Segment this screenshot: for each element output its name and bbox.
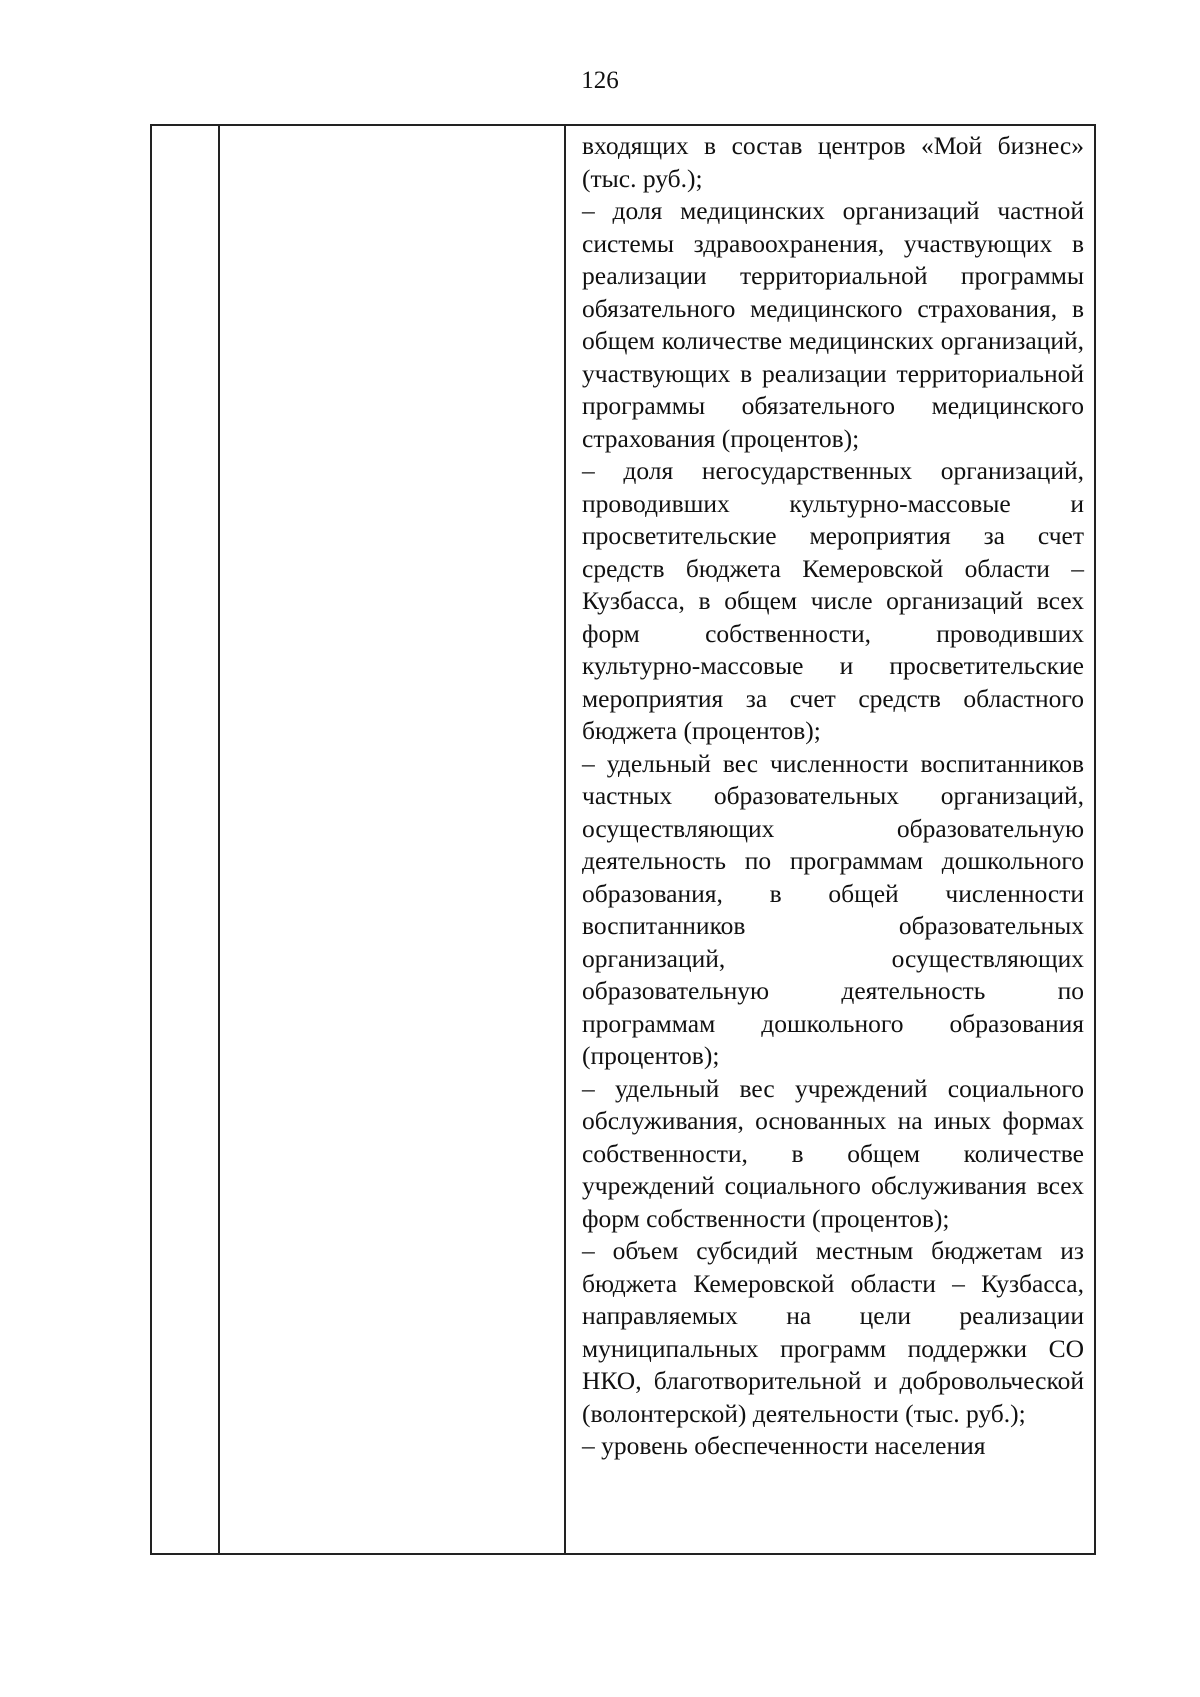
indicator-paragraph: – объем субсидий местным бюджетам из бюджета Кемеровской области – Кузбасса, направляемых на цели реализации муниципальных программ поддержки СО НКО, благотворительной и добровольческой (волонтерской) деятельности (тыс. руб.); bbox=[582, 1236, 1084, 1428]
indicator-paragraph: входящих в состав центров «Мой бизнес» (тыс. руб.); bbox=[582, 131, 1084, 193]
indicator-paragraph: – доля медицинских организаций частной системы здравоохранения, участвующих в реализации территориальной программы обязательного медицинского страхования, в общем количестве медицинских организаций, участвующих в реализации территориальной программы обязательного медицинского страхования (процентов); bbox=[582, 196, 1084, 453]
indicator-paragraph: – уровень обеспеченности населения bbox=[582, 1431, 986, 1460]
indicator-paragraph: – доля негосударственных организаций, проводивших культурно-массовые и просветительские мероприятия за счет средств бюджета Кемеровской области – Кузбасса, в общем числе организаций всех форм собственности, проводивших культурно-массовые и просветительские мероприятия за счет средств областного бюджета (процентов); bbox=[582, 456, 1084, 745]
page-number: 126 bbox=[581, 67, 619, 94]
indicator-paragraph: – удельный вес численности воспитанников частных образовательных организаций, осуществляющих образовательную деятельность по программам дошкольного образования, в общей численности воспитанников образовательных организаций, осуществляющих образовательную деятельность по программам дошкольного образования (процентов); bbox=[582, 748, 1084, 1070]
table-column-divider-1 bbox=[218, 126, 220, 1553]
document-table bbox=[150, 124, 1096, 1555]
table-cell-indicators bbox=[582, 130, 1084, 1463]
indicator-paragraph: – удельный вес учреждений социального обслуживания, основанных на иных формах собственности, в общем количестве учреждений социального обслуживания всех форм собственности (процентов); bbox=[582, 1073, 1084, 1233]
table-column-divider-2 bbox=[564, 126, 566, 1553]
